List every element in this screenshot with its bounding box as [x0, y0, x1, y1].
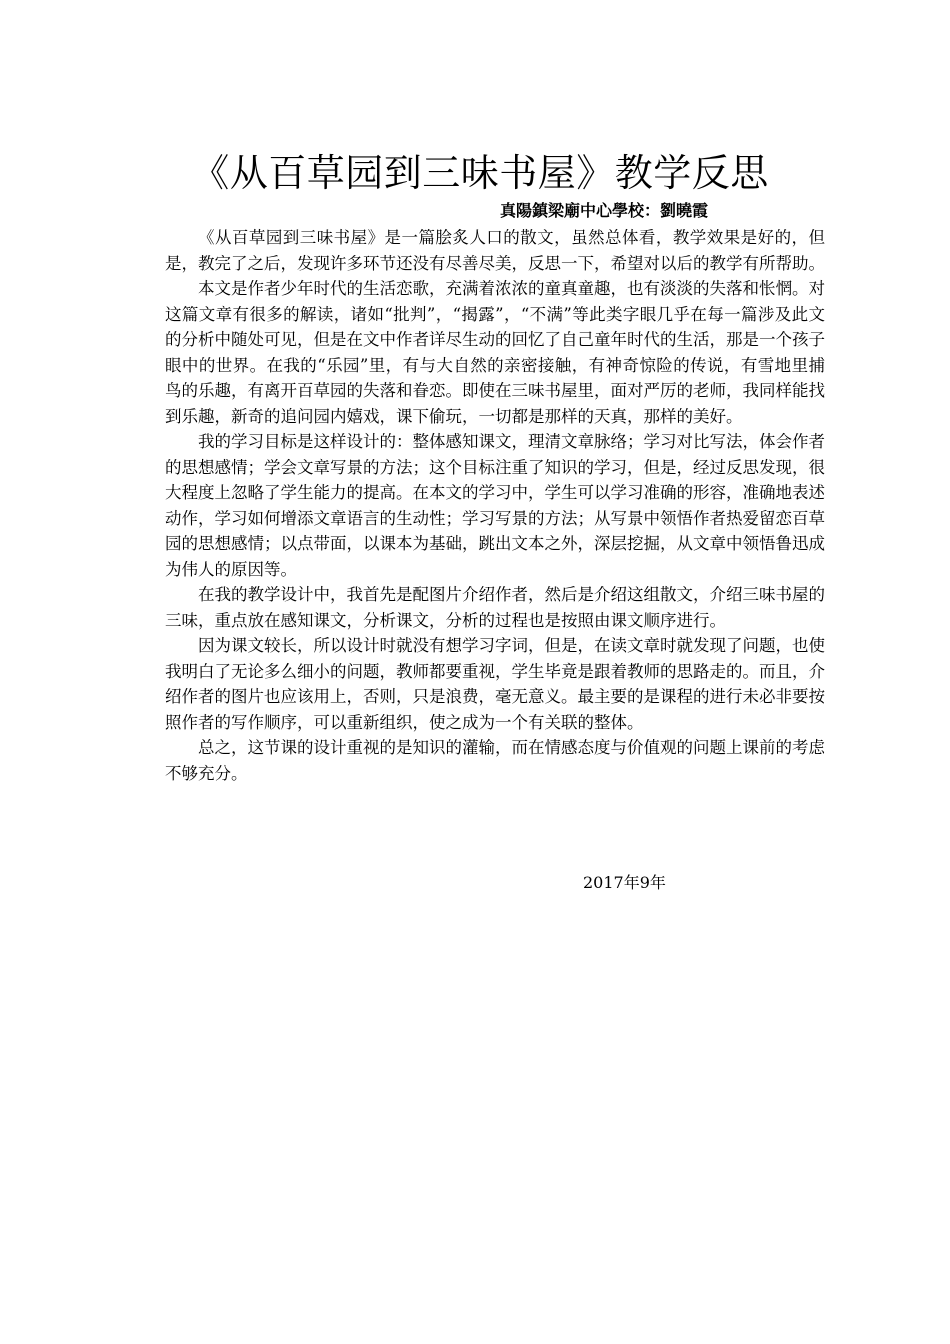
- paragraph: 在我的教学设计中，我首先是配图片介绍作者，然后是介绍这组散文，介绍三味书屋的三味，重点放在感知课文，分析课文，分析的过程也是按照由课文顺序进行。: [165, 585, 825, 630]
- paragraph: 我的学习目标是这样设计的：整体感知课文，理清文章脉络；学习对比写法，体会作者的思想感情；学会文章写景的方法；这个目标注重了知识的学习，但是，经过反思发现，很大程度上忽略了学生能力的提高。在本文的学习中，学生可以学习准确的形容，准确地表述动作，学习如何增添文章语言的生动性；学习写景的方法；从写景中领悟作者热爱留恋百草园的思想感情；以点带面，以课本为基础，跳出文本之外，深层挖掘，从文章中领悟鲁迅成为伟人的原因等。: [165, 432, 825, 579]
- document-date: 2017年9年: [583, 873, 666, 892]
- author-line: 真陽鎮梁廟中心學校：劉曉霞: [500, 201, 709, 220]
- paragraph: 本文是作者少年时代的生活恋歌，充满着浓浓的童真童趣，也有淡淡的失落和怅惘。对这篇文章有很多的解读，诸如“批判”，“揭露”，“不满”等此类字眼几乎在每一篇涉及此文的分析中随处可见，但是在文中作者详尽生动的回忆了自己童年时代的生活，那是一个孩子眼中的世界。在我的“乐园”里，有与大自然的亲密接触，有神奇惊险的传说，有雪地里捕鸟的乐趣，有离开百草园的失落和眷恋。即使在三味书屋里，面对严厉的老师，我同样能找到乐趣，新奇的追问园内嬉戏，课下偷玩，一切都是那样的天真，那样的美好。: [165, 279, 825, 426]
- document-body: [165, 225, 825, 786]
- document-title: 《从百草园到三味书屋》教学反思: [191, 151, 769, 195]
- paragraph: 因为课文较长，所以设计时就没有想学习字词，但是，在读文章时就发现了问题，也使我明白了无论多么细小的问题，教师都要重视，学生毕竟是跟着教师的思路走的。而且，介绍作者的图片也应该用上，否则，只是浪费，毫无意义。最主要的是课程的进行未必非要按照作者的写作顺序，可以重新组织，使之成为一个有关联的整体。: [165, 636, 825, 732]
- paragraph: 《从百草园到三味书屋》是一篇脍炙人口的散文，虽然总体看，教学效果是好的，但是，教完了之后，发现许多环节还没有尽善尽美，反思一下，希望对以后的教学有所帮助。: [165, 228, 825, 273]
- paragraph: 总之，这节课的设计重视的是知识的灌输，而在情感态度与价值观的问题上课前的考虑不够充分。: [165, 738, 825, 783]
